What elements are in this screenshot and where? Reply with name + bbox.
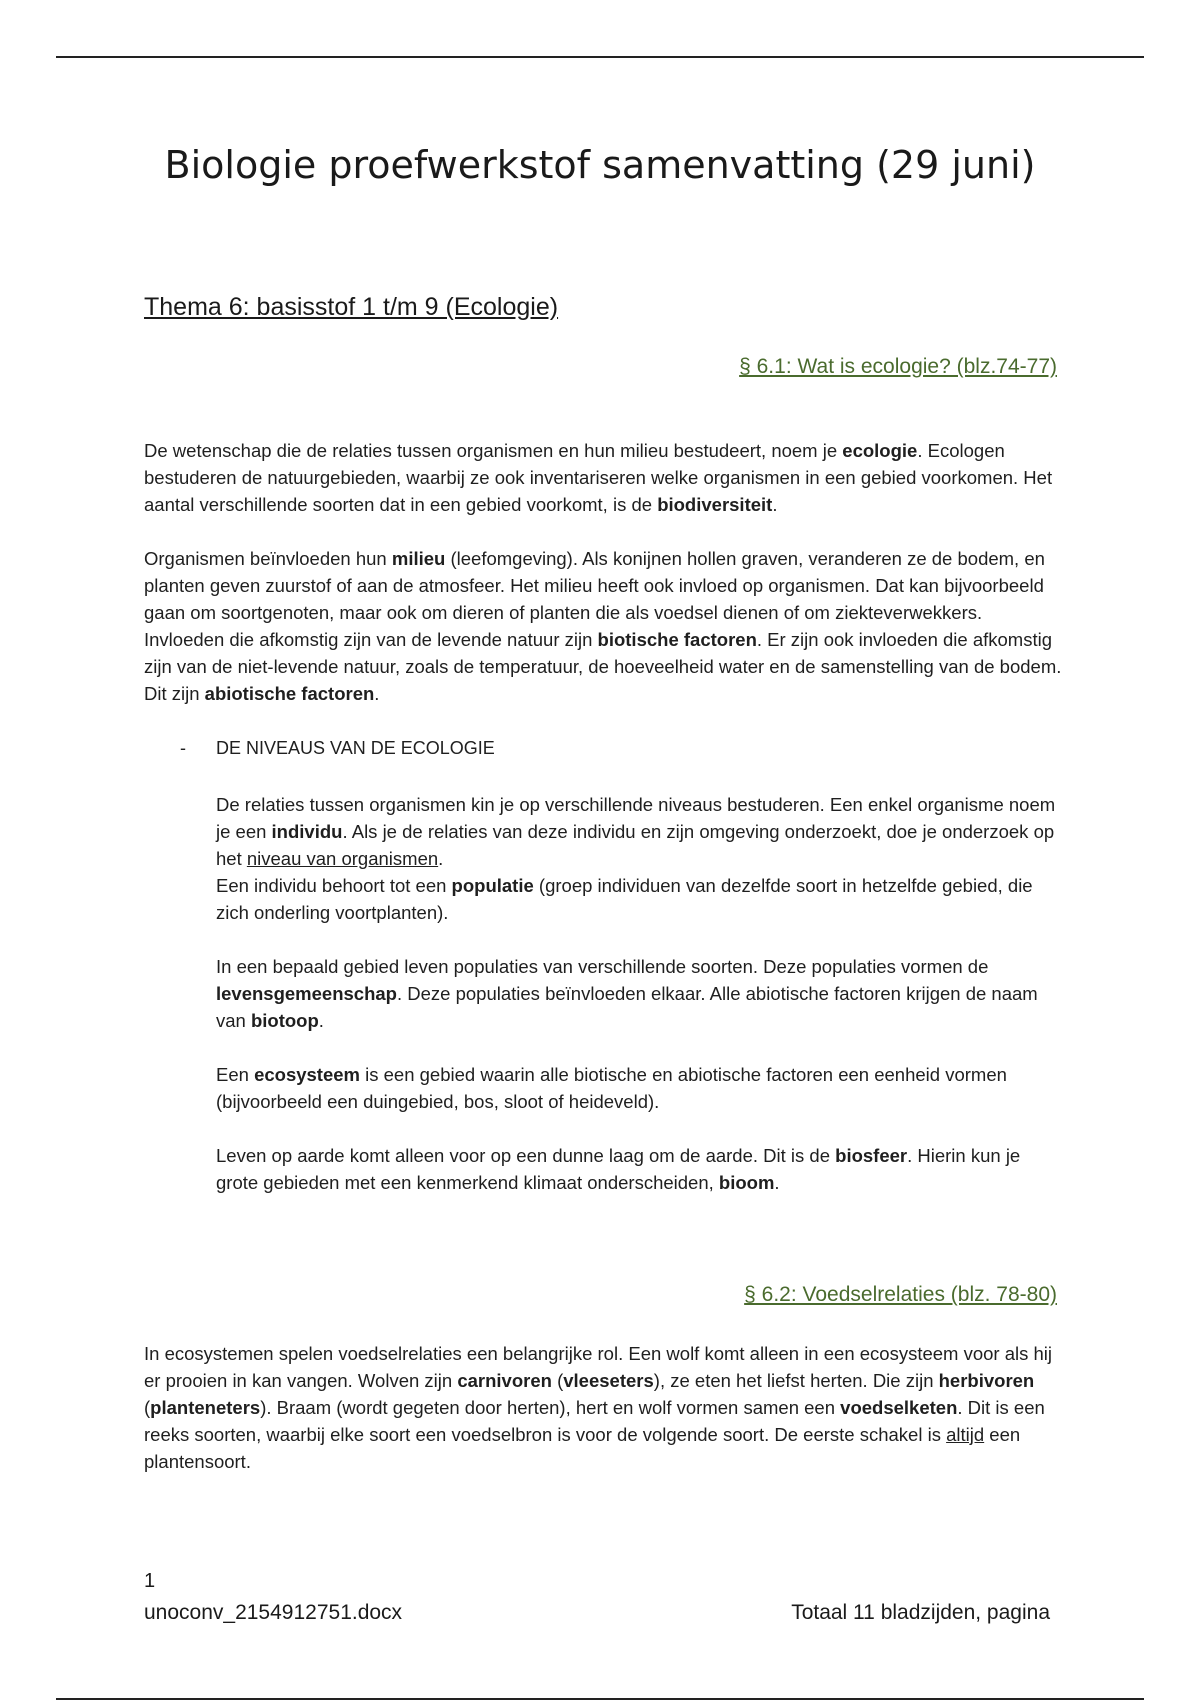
term-carnivoren: carnivoren — [457, 1370, 552, 1391]
term-ecosysteem: ecosysteem — [254, 1064, 360, 1085]
term-populatie: populatie — [451, 875, 534, 896]
term-levensgemeenschap: levensgemeenschap — [216, 983, 397, 1004]
bullet-niveaus — [180, 738, 495, 759]
paragraph-voedselrelaties: In ecosystemen spelen voedselrelaties een belangrijke rol. Een wolf komt alleen in een ecosysteem voor als hij er prooien in kan vangen. Wolven zijn carnivoren (vleeseters), ze eten het liefst herten. Die zijn herbivoren (planteneters). Braam (wordt gegeten door herten), hert en wolf vormen samen een voedselketen. Dit is een reeks soorten, waarbij elke soort een voedselbron is voor de volgende soort. De eerste schakel is altijd een plantensoort. — [144, 1343, 1053, 1472]
footer-page-total: Totaal 11 bladzijden, pagina — [791, 1601, 1050, 1624]
paragraph-ecosysteem: Een ecosysteem is een gebied waarin alle biotische en abiotische factoren een eenheid vormen (bijvoorbeeld een duingebied, bos, sloot of heideveld). — [216, 1064, 1007, 1112]
term-biodiversiteit: biodiversiteit — [657, 494, 773, 515]
section-6-1-body — [144, 437, 1064, 734]
term-biotoop: biotoop — [250, 1010, 319, 1031]
niveaus-body — [216, 791, 1066, 1223]
term-ecologie: ecologie — [842, 440, 918, 461]
paragraph-individu: De relaties tussen organismen kin je op verschillende niveaus bestuderen. Een enkel organisme noem je een individu. Als je de relaties van deze individu en zijn omgeving onderzoekt, doe je onderzoek op het niveau van organismen. Een individu behoort tot een populatie (groep individuen van dezelfde soort in hetzelfde gebied, die zich onderling voortplanten). — [216, 794, 1056, 923]
paragraph-ecologie: De wetenschap die de relaties tussen organismen en hun milieu bestudeert, noem je ecologie. Ecologen bestuderen de natuurgebieden, waarbij ze ook inventariseren welke organismen in een gebied voorkomen. Het aantal verschillende soorten dat in een gebied voorkomt, is de biodiversiteit. — [144, 440, 1053, 515]
bullet-dash: - — [180, 738, 186, 758]
bullet-label: DE NIVEAUS VAN DE ECOLOGIE — [216, 738, 495, 758]
term-abiotische-factoren: abiotische factoren — [204, 683, 375, 704]
term-bioom: bioom — [718, 1172, 775, 1193]
paragraph-milieu: Organismen beïnvloeden hun milieu (leefomgeving). Als konijnen hollen graven, veranderen ze de bodem, en planten geven zuurstof of aan de atmosfeer. Het milieu heeft ook invloed op organismen. Dat kan bijvoorbeeld gaan om soortgenoten, maar ook om dieren of planten die als voedsel dienen of om ziekteverwekkers. Invloeden die afkomstig zijn van de levende natuur zijn biotische factoren. Er zijn ook invloeden die afkomstig zijn van de niet-levende natuur, zoals de temperatuur, de hoeveelheid water en de samenstelling van de bodem. Dit zijn abiotische factoren. — [144, 548, 1062, 704]
term-milieu: milieu — [391, 548, 446, 569]
section-heading-6-1: § 6.1: Wat is ecologie? (blz.74-77) — [739, 355, 1057, 378]
term-individu: individu — [271, 821, 343, 842]
header-rule — [56, 56, 1144, 58]
term-biosfeer: biosfeer — [835, 1145, 908, 1166]
term-herbivoren: herbivoren — [938, 1370, 1035, 1391]
term-biotische-factoren: biotische factoren — [597, 629, 757, 650]
footer-filename: unoconv_2154912751.docx — [144, 1601, 403, 1624]
term-voedselketen: voedselketen — [840, 1397, 958, 1418]
term-vleeseters: vleeseters — [563, 1370, 654, 1391]
term-niveau-van-organismen: niveau van organismen — [246, 848, 439, 869]
footer-page-number: 1 — [144, 1570, 156, 1592]
paragraph-levensgemeenschap: In een bepaald gebied leven populaties van verschillende soorten. Deze populaties vormen de levensgemeenschap. Deze populaties beïnvloeden elkaar. Alle abiotische factoren krijgen de naam van biotoop. — [216, 956, 1038, 1031]
paragraph-biosfeer: Leven op aarde komt alleen voor op een dunne laag om de aarde. Dit is de biosfeer. Hierin kun je grote gebieden met een kenmerkend klimaat onderscheiden, bioom. — [216, 1145, 1021, 1193]
term-planteneters: planteneters — [150, 1397, 261, 1418]
term-altijd: altijd — [946, 1424, 985, 1445]
section-heading-6-2: § 6.2: Voedselrelaties (blz. 78-80) — [744, 1283, 1057, 1306]
section-6-2-body — [144, 1340, 1064, 1502]
document-title: Biologie proefwerkstof samenvatting (29 juni) — [164, 143, 1036, 187]
theme-heading: Thema 6: basisstof 1 t/m 9 (Ecologie) — [144, 293, 559, 321]
